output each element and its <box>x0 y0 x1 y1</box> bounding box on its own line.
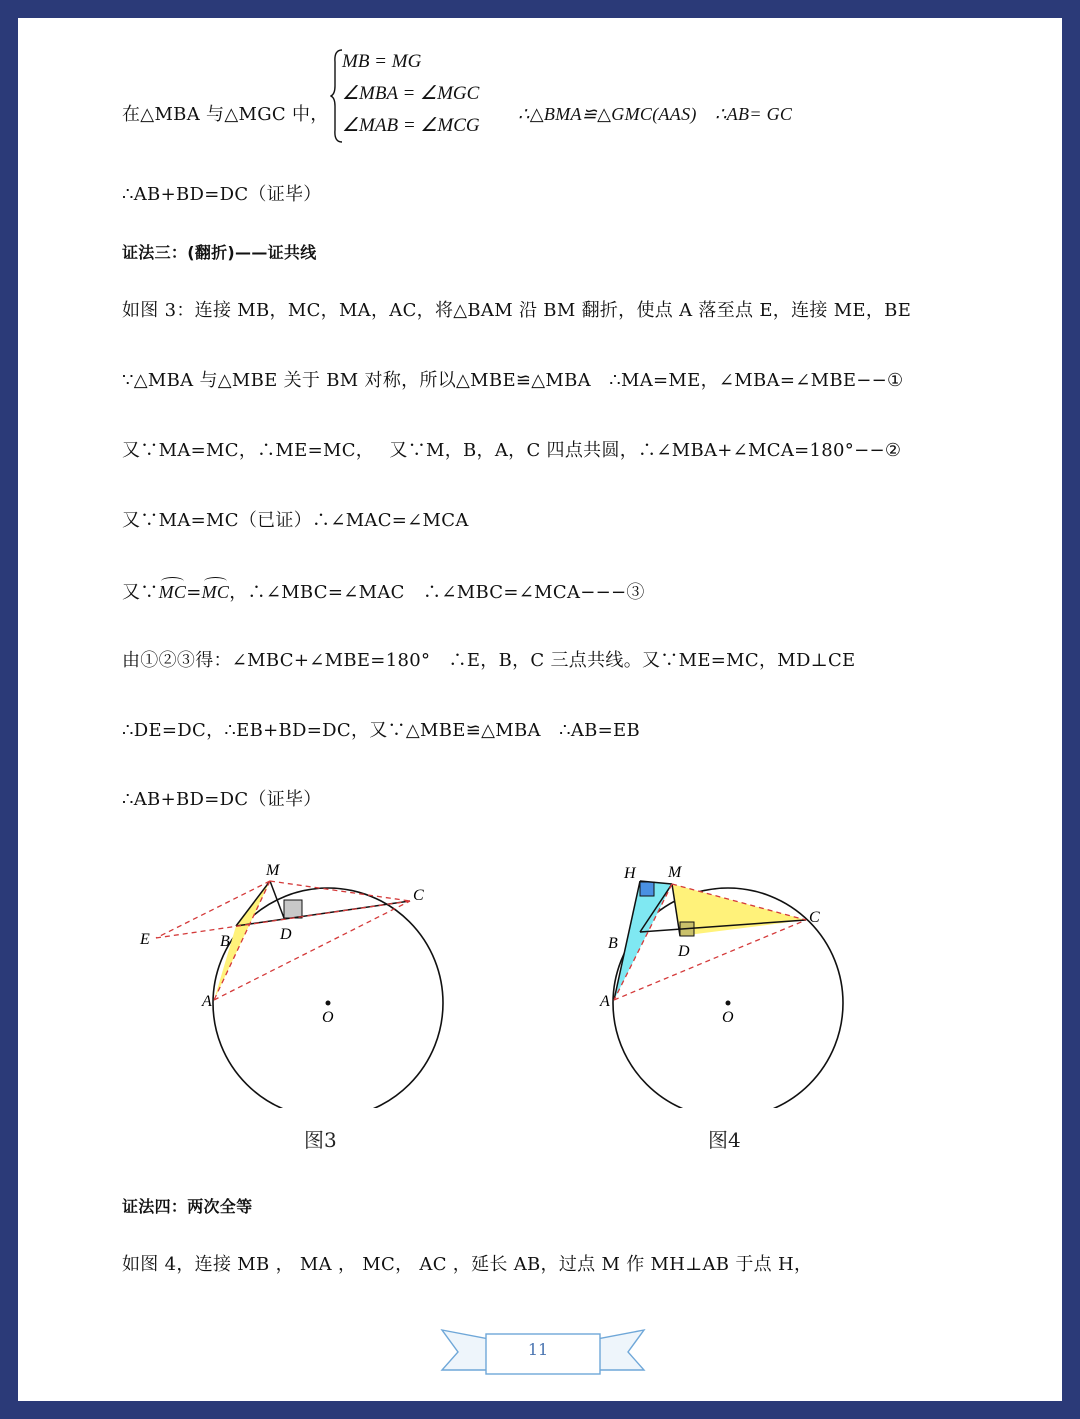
fig3-label-m: M <box>266 862 280 879</box>
paragraph-1: 如图 3：连接 MB，MC，MA，AC，将△BAM 沿 BM 翻折，使点 A 落至点 E，连接 ME，BE <box>122 300 912 321</box>
fig4-label-d: D <box>678 943 690 960</box>
arc-mc-2: MC <box>201 582 230 602</box>
heading-method-4: 证法四：两次全等 <box>122 1197 253 1216</box>
fig4-right-angle-h <box>640 882 654 896</box>
equation-system <box>342 46 480 142</box>
conclusion-1: ∴AB+BD=DC（证毕） <box>122 184 322 205</box>
page-number: 11 <box>527 1340 549 1359</box>
fig3-label-a: A <box>202 993 212 1010</box>
arc-mc-1: MC <box>158 582 187 602</box>
system-eq-2: ∠MBA = ∠MGC <box>342 83 480 104</box>
fig4-label-c: C <box>809 909 820 926</box>
document-page <box>18 18 1062 1401</box>
figure-4 <box>598 848 878 1108</box>
fig3-label-e: E <box>140 931 150 948</box>
fig4-caption: 图4 <box>708 1128 741 1152</box>
fig3-label-o: O <box>322 1009 334 1026</box>
fig4-label-b: B <box>608 935 618 952</box>
p5-suffix: ，∴∠MBC=∠MAC ∴∠MBC=∠MCA−−−③ <box>229 582 645 603</box>
intro-result: ∴△BMA≌△GMC(AAS) ∴AB= GC <box>518 104 793 124</box>
p5-equals: = <box>186 582 202 603</box>
system-eq-3: ∠MAB = ∠MCG <box>342 115 480 136</box>
paragraph-6: 由①②③得：∠MBC+∠MBE=180° ∴E，B，C 三点共线。又∵ME=MC，MD⊥CE <box>122 650 856 671</box>
figure-3 <box>128 848 478 1108</box>
fig4-label-o: O <box>722 1009 734 1026</box>
fig3-right-angle <box>284 900 302 918</box>
fig3-label-c: C <box>413 887 424 904</box>
fig3-caption: 图3 <box>304 1128 337 1152</box>
paragraph-5 <box>122 578 645 604</box>
fig4-label-a: A <box>600 993 610 1010</box>
fig4-label-h: H <box>624 865 636 882</box>
paragraph-2: ∵△MBA 与△MBE 关于 BM 对称，所以△MBE≌△MBA ∴MA=ME，∠MBA=∠MBE−−① <box>122 370 904 391</box>
paragraph-4: 又∵MA=MC（已证）∴∠MAC=∠MCA <box>122 510 469 531</box>
system-eq-1: MB = MG <box>342 51 422 72</box>
paragraph-8: ∴AB+BD=DC（证毕） <box>122 789 322 810</box>
heading-method-3: 证法三：(翻折)——证共线 <box>122 243 317 262</box>
paragraph-9: 如图 4，连接 MB ， MA ， MC， AC ，延长 AB，过点 M 作 MH⊥AB 于点 H， <box>122 1254 813 1275</box>
fig3-label-b: B <box>220 933 230 950</box>
p5-prefix: 又∵ <box>122 582 159 603</box>
paragraph-3: 又∵MA=MC，∴ME=MC， 又∵M，B，A，C 四点共圆，∴∠MBA+∠MCA=180°−−② <box>122 440 902 461</box>
fig4-label-m: M <box>668 864 682 881</box>
intro-prefix: 在△MBA 与△MGC 中， <box>122 104 329 125</box>
paragraph-7: ∴DE=DC，∴EB+BD=DC，又∵△MBE≌△MBA ∴AB=EB <box>122 720 641 741</box>
fig3-label-d: D <box>280 926 292 943</box>
